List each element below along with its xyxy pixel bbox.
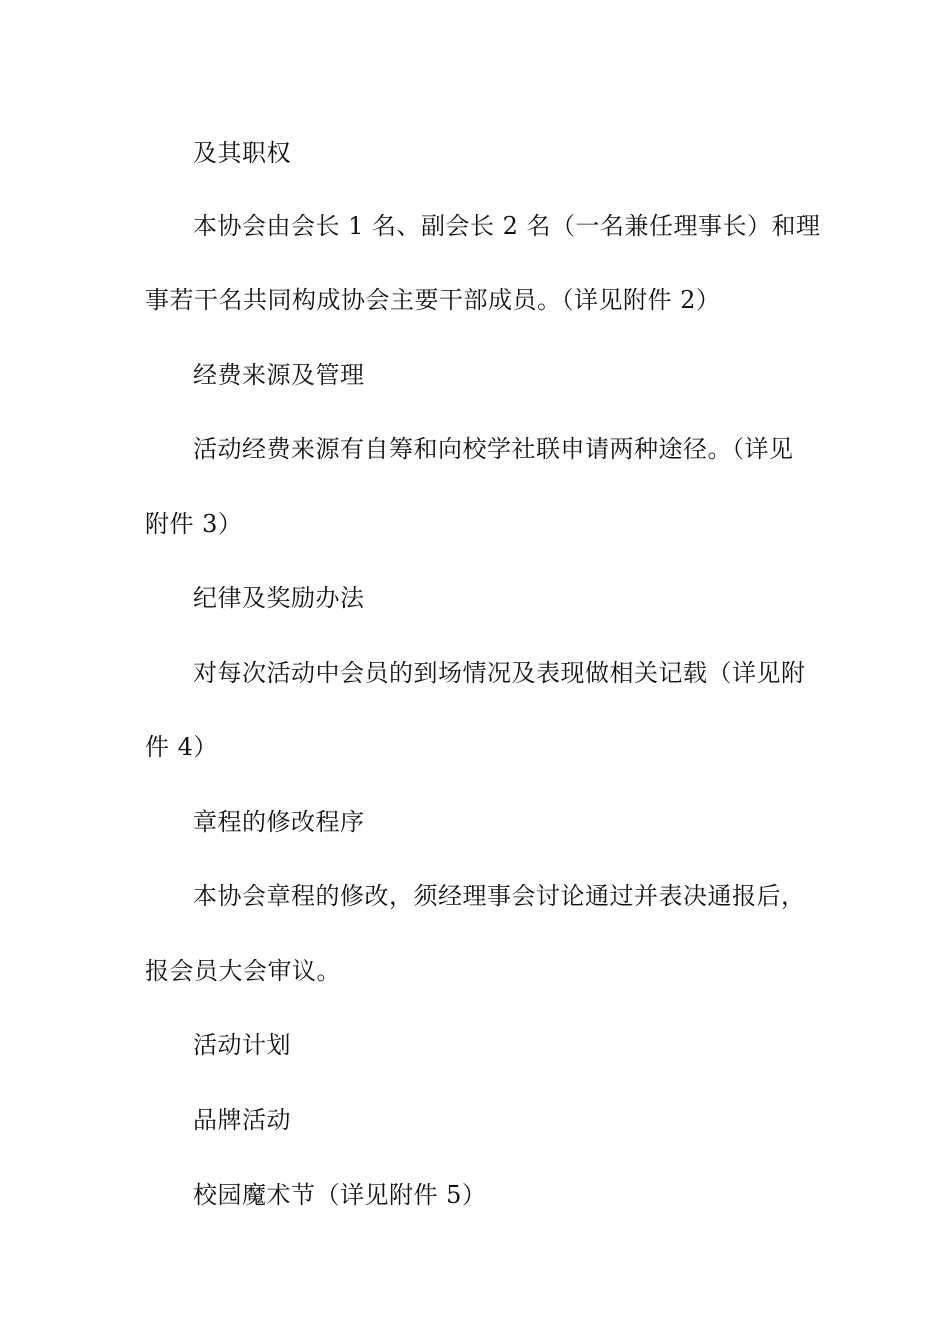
paragraph-amendment-line2: 报会员大会审议。 <box>145 957 341 985</box>
paragraph-funding-line1: 活动经费来源有自筹和向校学社联申请两种途径。（详见 <box>193 435 794 463</box>
paragraph-leadership-line1: 本协会由会长 1 名、副会长 2 名（一名兼任理事长）和理 <box>193 212 821 240</box>
section-heading-amendment: 章程的修改程序 <box>193 808 365 836</box>
paragraph-amendment-line1: 本协会章程的修改，须经理事会讨论通过并表决通报后， <box>193 882 806 910</box>
section-heading-activity-plan: 活动计划 <box>193 1031 291 1059</box>
paragraph-discipline-line2: 件 4） <box>145 733 218 761</box>
paragraph-leadership-line2: 事若干名共同构成协会主要干部成员。（详见附件 2） <box>145 286 721 314</box>
subheading-brand-activities: 品牌活动 <box>193 1106 291 1134</box>
paragraph-funding-line2: 附件 3） <box>145 510 243 538</box>
list-item-magic-festival: 校园魔术节（详见附件 5） <box>193 1181 487 1209</box>
paragraph-discipline-line1: 对每次活动中会员的到场情况及表现做相关记载（详见附 <box>193 659 806 687</box>
section-heading-funding: 经费来源及管理 <box>193 361 365 389</box>
section-heading-discipline: 纪律及奖励办法 <box>193 584 365 612</box>
section-heading-powers: 及其职权 <box>193 139 291 167</box>
